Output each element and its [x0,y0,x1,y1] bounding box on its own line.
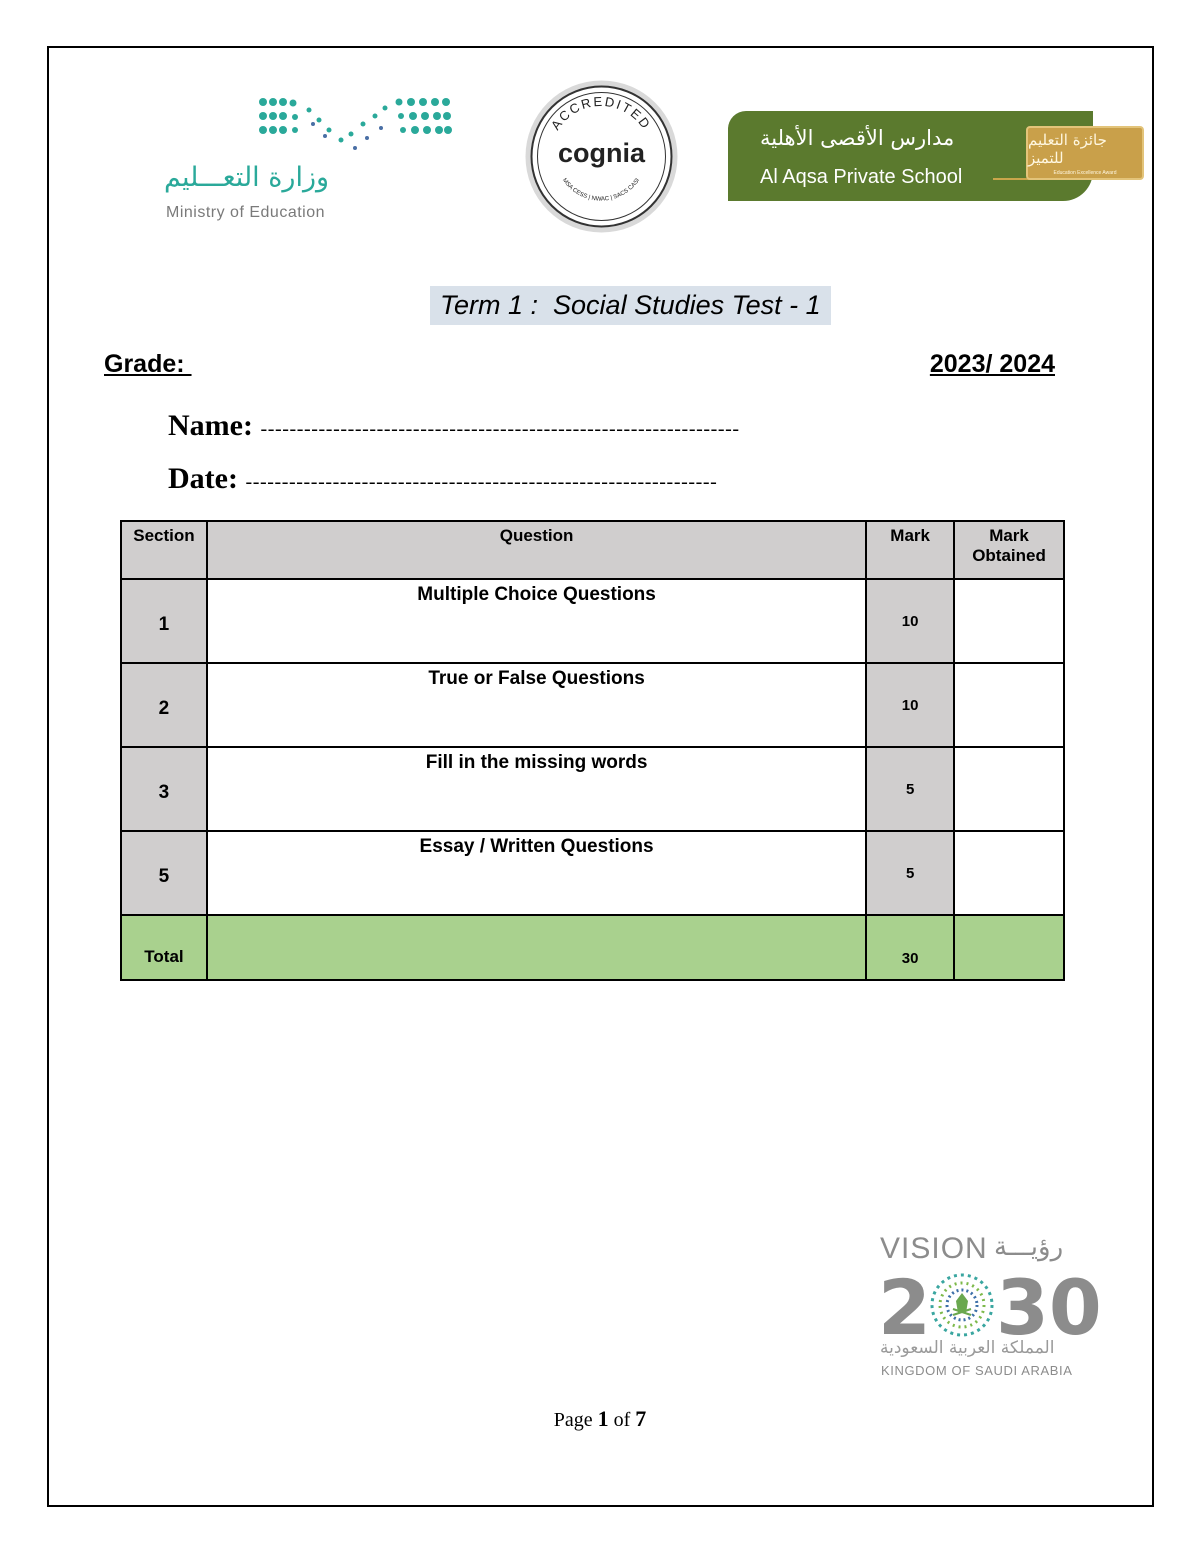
mark-obtained-cell[interactable] [954,831,1064,915]
page-of: of [613,1409,631,1431]
vision-digits-30: 30 [996,1270,1102,1340]
question-type: Fill in the missing words [207,747,866,831]
award-arabic-text: جائزة التعليم للتميز [1028,130,1107,167]
date-field[interactable] [168,462,717,496]
total-spacer [207,915,866,980]
vision-2030-numerals [878,1270,1103,1340]
award-english-text: Education Excellence Award [1053,169,1117,176]
al-aqsa-school-logo [708,82,1154,222]
header-question: Question [207,521,866,579]
vision-emblem-icon [932,1275,992,1335]
mark-obtained-cell[interactable] [954,663,1064,747]
section-number: 3 [121,747,207,831]
table-row [121,663,1064,747]
question-type: Essay / Written Questions [207,831,866,915]
kingdom-english-name: KINGDOM OF SAUDI ARABIA [881,1363,1073,1378]
cognia-bottom-text: MSA CESS | NWAC | SACS CASI [560,177,642,203]
academic-year: 2023/ 2024 [929,350,1055,378]
date-blank-line: ----------------------------------------------------------------- [245,471,718,493]
test-title: Term 1 : Social Studies Test - 1 [430,286,831,325]
date-label: Date: [168,462,238,495]
page-prefix: Page [553,1409,593,1431]
moe-dots-icon [255,94,455,154]
moe-english-name: Ministry of Education [166,204,326,221]
name-label: Name: [168,409,253,442]
question-type: Multiple Choice Questions [207,579,866,663]
name-field[interactable] [168,409,740,443]
table-row [121,831,1064,915]
total-row [121,915,1064,980]
current-page: 1 [597,1406,609,1431]
marks-table [120,520,1065,981]
kingdom-arabic-name: المملكة العربية السعودية [880,1338,1055,1358]
vision-2030-logo [876,1232,1106,1382]
table-row [121,747,1064,831]
section-mark: 5 [866,831,954,915]
grade-label: Grade: [104,350,192,378]
cognia-top-text: ACCREDITED [547,93,655,133]
section-mark: 5 [866,747,954,831]
mark-obtained-cell[interactable] [954,579,1064,663]
school-english-name: Al Aqsa Private School [760,166,963,188]
question-type: True or False Questions [207,663,866,747]
vision-arabic-word: رؤيـــة [994,1232,1064,1262]
header-section: Section [121,521,207,579]
total-obtained-cell[interactable] [954,915,1064,980]
page-number [0,1406,1200,1432]
school-arabic-name: مدارس الأقصى الأهلية [760,126,955,150]
header-obtained-line2: Obtained [972,546,1046,565]
total-mark: 30 [866,915,954,980]
cognia-name: cognia [557,138,646,168]
moe-arabic-name: وزارة التعـــليم [164,162,330,193]
header-mark-obtained [954,521,1064,579]
section-mark: 10 [866,663,954,747]
section-number: 2 [121,663,207,747]
section-mark: 10 [866,579,954,663]
section-number: 5 [121,831,207,915]
ministry-of-education-logo [160,92,460,227]
table-row [121,579,1064,663]
mark-obtained-cell[interactable] [954,747,1064,831]
header-mark: Mark [866,521,954,579]
vision-digit-2: 2 [878,1270,931,1340]
table-header-row [121,521,1064,579]
education-award-badge [1026,126,1144,180]
section-number: 1 [121,579,207,663]
name-blank-line: ------------------------------------------------------------------ [260,418,740,440]
header-obtained-line1: Mark [989,526,1029,545]
vision-word: VISION [880,1232,988,1265]
cognia-accredited-seal [523,78,680,235]
total-label: Total [121,915,207,980]
total-pages: 7 [635,1406,647,1431]
